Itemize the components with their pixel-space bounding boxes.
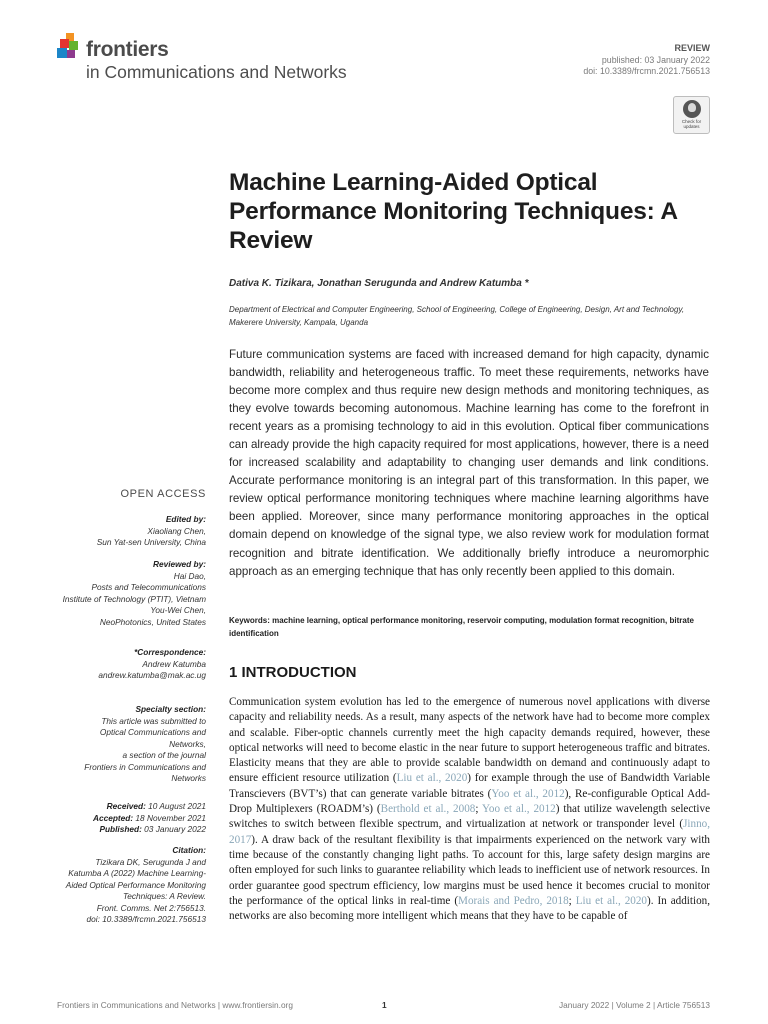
citation-link[interactable]: Liu et al., 2020	[575, 894, 647, 907]
reviewed-by-label: Reviewed by:	[152, 559, 206, 569]
reviewer-affiliation: NeoPhotonics, United States	[99, 616, 206, 627]
footer-issue-info: January 2022 | Volume 2 | Article 756513	[559, 1000, 710, 1010]
journal-name: in Communications and Networks	[86, 62, 347, 82]
published-sidebar-date: Published: 03 January 2022	[99, 824, 206, 834]
correspondence-block	[98, 647, 206, 682]
article-type: REVIEW	[674, 43, 710, 53]
citation-link[interactable]: Jinno, 2017	[229, 818, 710, 846]
editor-name: Xiaoliang Chen,	[147, 525, 206, 536]
open-access-label: OPEN ACCESS	[120, 488, 206, 500]
citation-link[interactable]: Berthold et al., 2008	[380, 803, 476, 816]
section-heading: 1 INTRODUCTION	[229, 664, 357, 681]
accepted-date: Accepted: 18 November 2021	[92, 812, 206, 823]
body-text-run: ) for example through the use of Bandwidth Variable Transcievers (BVT’s) that can generate variable bitrates (	[229, 772, 710, 800]
editor-affiliation: Sun Yat-sen University, China	[96, 537, 206, 547]
doi: doi: 10.3389/frcmn.2021.756513	[583, 66, 710, 76]
brand-name: frontiers	[86, 38, 169, 61]
received-date: Received: 10 August 2021	[106, 801, 206, 811]
citation-label: Citation:	[172, 845, 206, 855]
citation-line: Front. Comms. Net 2:756513.	[96, 902, 206, 913]
reviewer-affiliation: Posts and Telecommunications	[91, 582, 206, 592]
article-title: Machine Learning-Aided Optical Performance Monitoring Techniques: A Review	[229, 169, 677, 254]
reviewer-name: Hai Dao,	[173, 570, 206, 581]
specialty-line: Frontiers in Communications and	[84, 761, 206, 772]
specialty-block	[84, 704, 206, 785]
citation-line: Techniques: A Review.	[122, 891, 206, 901]
body-text-run: ). In addition, networks are also becoming more intelligent which means that they have to be capable of	[229, 894, 710, 923]
body-text-run: ). A draw back of the resultant flexibility is that impairments experienced on the network vary with time because of the constantly changing light paths. To account for this, large safety design margins are often employed for such links to guarantee reliability which leads to inefficient use of network resources. In order guarantee good spectrum efficiency, low margins must be used hence it becomes crucial to monitor the performance of the optical links in real-time (	[229, 833, 710, 907]
citation-line: doi: 10.3389/frcmn.2021.756513	[86, 914, 206, 924]
specialty-line: Optical Communications and	[99, 727, 206, 737]
check-for-updates-button[interactable]	[673, 96, 710, 134]
specialty-label: Specialty section:	[135, 704, 206, 714]
citation-link[interactable]: Liu et al., 2020	[396, 772, 468, 785]
specialty-line: a section of the journal	[122, 750, 206, 760]
body-text-run: ) that utilize wavelength selective switches to switch between flexible spectrum, and virtualization at network or transponder level (	[229, 803, 711, 831]
citation-line: Tizikara DK, Serugunda J and	[95, 856, 206, 867]
check-updates-label-2: updates	[683, 124, 700, 129]
reviewer-affiliation: Institute of Technology (PTIT), Vietnam	[62, 593, 206, 604]
edited-by-block	[97, 514, 206, 549]
body-paragraph	[229, 695, 710, 924]
citation-line: Aided Optical Performance Monitoring	[65, 879, 206, 890]
body-text-run: ;	[475, 803, 482, 816]
author-list: Dativa K. Tizikara, Jonathan Serugunda and Andrew Katumba *	[229, 278, 529, 289]
citation-link[interactable]: Yoo et al., 2012	[491, 787, 565, 800]
citation-link[interactable]: Morais and Pedro, 2018	[458, 894, 569, 907]
reviewed-by-block	[63, 559, 206, 628]
dates-block	[93, 801, 206, 836]
footer-journal-link[interactable]: Frontiers in Communications and Networks | www.frontiersin.org	[57, 1000, 293, 1010]
page-number: 1	[382, 1000, 387, 1010]
frontiers-logo-icon	[57, 33, 83, 63]
correspondence-label: *Correspondence:	[134, 647, 206, 657]
abstract: Future communication systems are faced with increased demand for high capacity, dynamic bandwidth, reliability and heterogeneous traffic. To meet these requirements, networks have become more complex and thus require new design methods and monitoring techniques, as they evolve towards becoming autonomous. Machine learning has come to the forefront in recent years as a promising technology to aid in this evolution. Optical fiber communications can already provide the high capacity required for most applications, however, there is a need for increased scalability and adaptability to changing user demands and link conditions. Accurate performance monitoring is an integral part of this transformation. In this paper, we review optical performance monitoring techniques where machine learning algorithms have been applied. Moreover, since many performance monitoring approaches in the optical domain depend on knowledge of the signal type, we also review work for modulation format recognition and bitrate identification. We additionally briefly introduce a neuromorphic approach as an emerging technique that has only recently been applied to this domain.	[229, 348, 709, 578]
affiliation: Department of Electrical and Computer Engineering, School of Engineering, College of Engineering, Design, Art and Technology, Makerere University, Kampala, Uganda	[229, 305, 685, 327]
body-text-run: ;	[568, 894, 576, 907]
keywords: Keywords: machine learning, optical performance monitoring, reservoir computing, modulation format recognition, bitrate identification	[229, 616, 694, 638]
check-updates-label-1: Check for	[681, 119, 702, 124]
body-text-run: ), Re-configurable Optical Add-Drop Multiplexers (ROADM’s) (	[229, 787, 711, 816]
correspondence-name: Andrew Katumba	[142, 658, 206, 669]
citation-block	[66, 845, 206, 926]
edited-by-label: Edited by:	[165, 514, 206, 524]
specialty-line: This article was submitted to	[101, 715, 206, 726]
reviewer-name: You-Wei Chen,	[150, 605, 206, 615]
citation-line: Katumba A (2022) Machine Learning-	[68, 868, 206, 878]
citation-link[interactable]: Yoo et al., 2012	[481, 803, 556, 816]
specialty-line: Networks,	[169, 738, 206, 749]
correspondence-email[interactable]: andrew.katumba@mak.ac.ug	[98, 670, 206, 680]
article-meta	[583, 43, 710, 78]
body-text-run: Communication system evolution has led to the emergence of numerous novel applications with diverse capacity and reliability needs. As a result, many aspects of the network have had to become more complex and scalable. Fiber-optic channels currently meet the high capacity demands required, however, these optical networks will need to become elastic in the near future to support heterogeneous traffic and bitrates. Elasticity means that they are able to provide scalable bandwidth on demand and continuously adapt to ensure efficient resource utilization (	[229, 696, 710, 785]
published-date: published: 03 January 2022	[601, 54, 710, 65]
specialty-line: Networks	[171, 773, 206, 783]
bookmark-icon	[683, 100, 701, 118]
